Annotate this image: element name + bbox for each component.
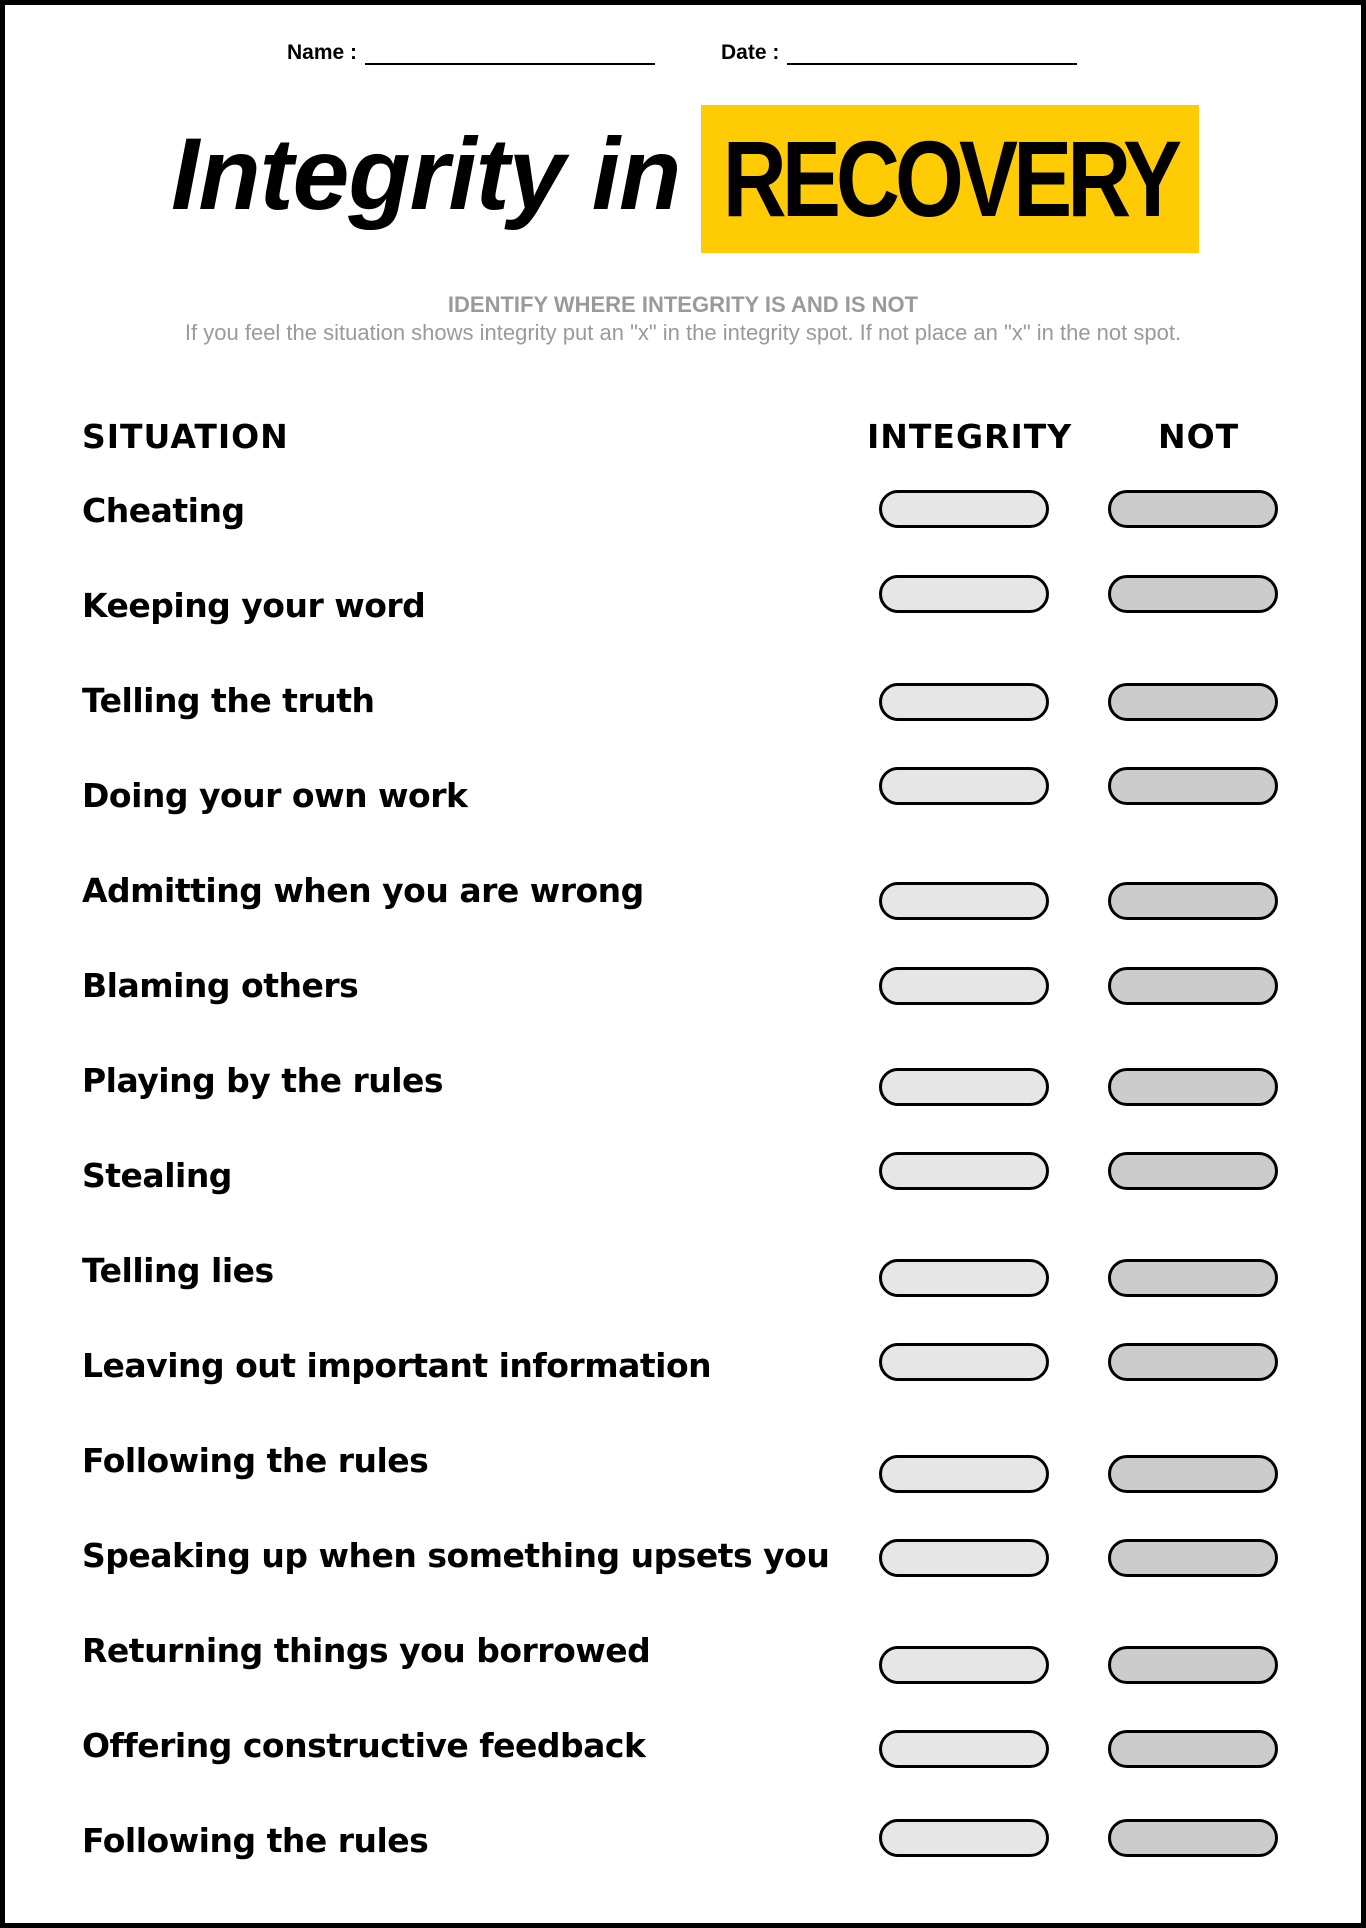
not-answer-box[interactable] — [1108, 575, 1278, 613]
not-answer-box[interactable] — [1108, 1646, 1278, 1684]
not-answer-box[interactable] — [1108, 1539, 1278, 1577]
not-answer-box[interactable] — [1108, 1455, 1278, 1493]
situation-label: Offering constructive feedback — [82, 1726, 646, 1765]
situation-label: Telling lies — [82, 1251, 274, 1290]
integrity-answer-box[interactable] — [879, 967, 1049, 1005]
column-header-situation: SITUATION — [82, 417, 289, 456]
instructions-heading: IDENTIFY WHERE INTEGRITY IS AND IS NOT — [447, 292, 919, 317]
situation-label: Cheating — [82, 491, 245, 530]
not-answer-box[interactable] — [1108, 967, 1278, 1005]
situation-label: Stealing — [82, 1156, 232, 1195]
integrity-answer-box[interactable] — [879, 490, 1049, 528]
not-answer-box[interactable] — [1108, 1343, 1278, 1381]
column-header-not: NOT — [1158, 417, 1240, 456]
integrity-answer-box[interactable] — [879, 1646, 1049, 1684]
not-answer-box[interactable] — [1108, 1152, 1278, 1190]
integrity-answer-box[interactable] — [879, 1259, 1049, 1297]
name-label: Name : — [287, 41, 358, 64]
date-label: Date : — [721, 41, 780, 64]
situation-label: Admitting when you are wrong — [82, 871, 644, 910]
situation-label: Following the rules — [82, 1821, 429, 1860]
integrity-answer-box[interactable] — [879, 1343, 1049, 1381]
integrity-answer-box[interactable] — [879, 767, 1049, 805]
situation-label: Telling the truth — [82, 681, 375, 720]
situation-label: Returning things you borrowed — [82, 1631, 651, 1670]
situation-list — [5, 5, 1361, 1923]
integrity-answer-box[interactable] — [879, 1455, 1049, 1493]
integrity-answer-box[interactable] — [879, 1539, 1049, 1577]
situation-label: Blaming others — [82, 966, 359, 1005]
situation-label: Following the rules — [82, 1441, 429, 1480]
integrity-answer-box[interactable] — [879, 1068, 1049, 1106]
integrity-answer-box[interactable] — [879, 1152, 1049, 1190]
integrity-answer-box[interactable] — [879, 1730, 1049, 1768]
situation-label: Keeping your word — [82, 586, 426, 625]
not-answer-box[interactable] — [1108, 1819, 1278, 1857]
title-box-text: RECOVERY — [722, 118, 1178, 239]
situation-label: Speaking up when something upsets you — [82, 1536, 830, 1575]
situation-label: Doing your own work — [82, 776, 468, 815]
not-answer-box[interactable] — [1108, 683, 1278, 721]
not-answer-box[interactable] — [1108, 1730, 1278, 1768]
integrity-answer-box[interactable] — [879, 1819, 1049, 1857]
column-header-integrity: INTEGRITY — [867, 417, 1073, 456]
not-answer-box[interactable] — [1108, 1259, 1278, 1297]
integrity-answer-box[interactable] — [879, 575, 1049, 613]
not-answer-box[interactable] — [1108, 767, 1278, 805]
not-answer-box[interactable] — [1108, 490, 1278, 528]
not-answer-box[interactable] — [1108, 1068, 1278, 1106]
integrity-answer-box[interactable] — [879, 882, 1049, 920]
integrity-answer-box[interactable] — [879, 683, 1049, 721]
title-italic-text: Integrity in — [171, 117, 681, 231]
situation-label: Playing by the rules — [82, 1061, 444, 1100]
situation-label: Leaving out important information — [82, 1346, 712, 1385]
not-answer-box[interactable] — [1108, 882, 1278, 920]
instructions-body: If you feel the situation shows integrity put an "x" in the integrity spot. If not place an "x" in the not spot. — [184, 320, 1182, 345]
